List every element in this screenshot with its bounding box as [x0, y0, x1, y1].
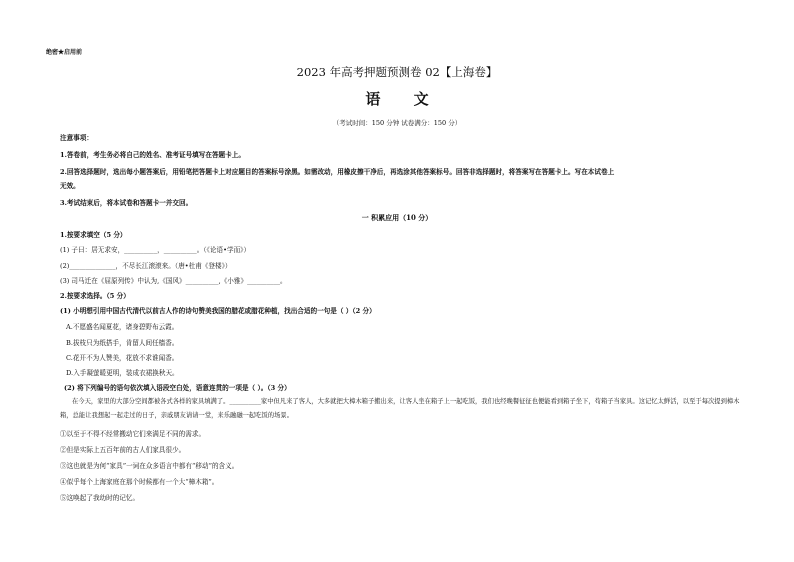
subject-title: 语 文 [365, 90, 443, 108]
option-a: A.不愿盛名闻夏花，诸身碧野布云霞。 [66, 323, 179, 331]
option-c: C.花开不为人赞美，花放不求谁闻香。 [66, 354, 179, 362]
passage-paragraph: 在今天，家里的大部分空间都被各式各样的家具填满了。__________家中但凡来了客人，大多就把大樟木箱子搬出来，让客人坐在箱子上一起吃饭，我们也经晚餐征征也便能看到箱子坐下，苟箱子当家具。这记忆太鲜活，以至于每次提到樟木箱，总能让我想起一起走过的日子，亲戚朋友请请一堂，来乐融融一起吃饭的场景。 [60, 398, 740, 419]
question-item: (3) 司马迁在《屈原列传》中认为,《国风》__________,《小雅》__________。 [60, 277, 287, 285]
sentence-item: ④似乎每个上海家庭在那个时候都有一个大“樟木箱”。 [60, 478, 219, 486]
option-b: B.拔枝只为纸搭手，肯留人间任樯香。 [66, 339, 179, 347]
notes-heading: 注意事项： [60, 134, 93, 142]
sentence-item: ⑤这唤起了我幼时的记忆。 [60, 494, 140, 502]
notes-item: 2.回答选择题时，选出每小题答案后，用铅笔把答题卡上对应题目的答案标号涂黑。如需改动，用橡皮擦干净后，再选涂其他答案标号。回答非选择题时，将答案写在答题卡上。写在本试卷上 [60, 168, 615, 176]
notes-item: 1.答卷前，考生务必将自己的姓名、准考证号填写在答题卡上。 [60, 151, 245, 159]
section-heading: 一 积累应用（10 分） [361, 213, 433, 222]
question-item: (2)______________，不尽长江滚滚来。（唐•杜甫《登楼》） [60, 262, 232, 270]
question-heading: 1.按要求填空（5 分） [60, 231, 127, 239]
sentence-item: ③这也就是为何“家具”一词在众多语言中都有“移动”的含义。 [60, 462, 239, 470]
option-d: D.入手凝萤暖更明，装成衣裙换秋天。 [66, 369, 179, 377]
exam-title: 2023 年高考押题预测卷 02【上海卷】 [296, 65, 498, 79]
notes-item: 3.考试结束后，将本试卷和答题卡一并交回。 [60, 199, 193, 207]
question-item: (1) 子曰：居无求安，__________，__________。（《论语•学而》） [60, 246, 251, 254]
notes-item: 无效。 [60, 182, 80, 190]
question-heading: 2.按要求选择。（5 分） [60, 292, 130, 300]
sentence-item: ①以至于不得不经常搬动它们来满足不同的需求。 [60, 430, 206, 438]
question-stem: (2) 将下列编号的语句依次填入语段空白处，语意连贯的一项是（ ）。（3 分） [64, 384, 291, 392]
secret-label: 绝密★启用前 [46, 49, 83, 56]
question-stem: (1) 小明想引用中国古代清代以前古人作的诗句赞美我国的腊花或腊花种植，找出合适的一句是（ ）（2 分） [60, 307, 376, 315]
sentence-item: ②但是实际上五百年前的古人们家具很少。 [60, 446, 186, 454]
exam-info: （考试时间：150 分钟 试卷满分：150 分） [332, 119, 462, 127]
